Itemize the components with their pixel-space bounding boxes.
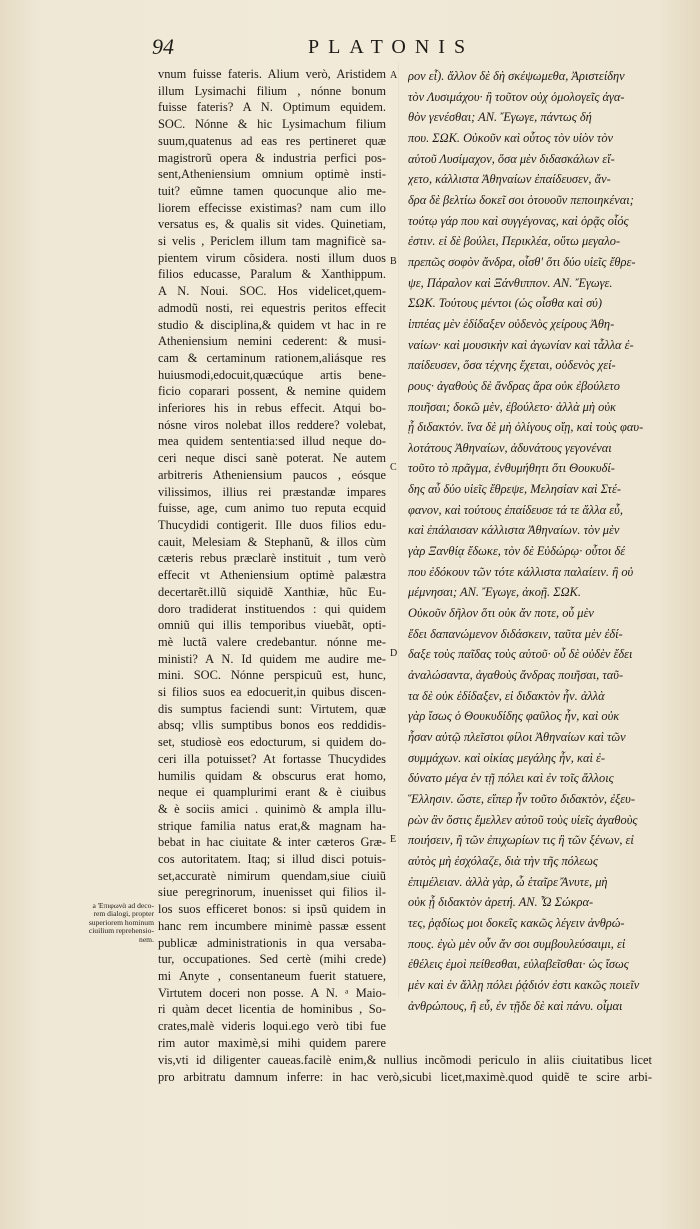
latin-text-line: cauit, Melesiam & Stephanũ, & illos cùm	[158, 534, 386, 549]
latin-text-line: set,accuratè nimirum quendam,siue ciuiũ	[158, 868, 386, 883]
latin-text-line: mè luctã valere credebantur. nónne me-	[158, 634, 386, 649]
latin-text-line: illum Lysimachi filium , nónne bonum	[158, 83, 386, 98]
footer-text-line: vis,vti id diligenter caueas.facilè enim,& nullius incõmodi periculo in aliis ciuitatibus licet	[158, 1053, 652, 1067]
latin-text-line: los suos efficeret bonos: si ipsũ quidem in	[158, 902, 386, 917]
latin-text-line: mini. SOC. Nónne perspicuũ est, hunc,	[158, 668, 386, 683]
latin-text-line: ri quàm decet licentia de hominibus , So-	[158, 1002, 386, 1017]
latin-text-line: nósne viros nolebat illos reddere? volebat,	[158, 417, 386, 432]
latin-text-line: cæteris rebus præclarè instituit , tum verò	[158, 551, 386, 566]
latin-text-line: si filios suos ea edocuerit,in quibus discen-	[158, 685, 386, 700]
sidenote-line: a Ἐπιφωνὰ ad deco-	[92, 901, 154, 910]
latin-text-line: pientem virum cõsidera. nosti illum duos	[158, 250, 386, 265]
latin-text-line: publicæ administrationis in qua versaba-	[158, 935, 386, 950]
greek-text-line: ἐστιν. εἰ δὲ βούλει, Περικλέα, οὕτω μεγαλο-	[408, 234, 621, 249]
greek-text-line: ἱππέας μὲν ἐδίδαξεν οὐδενὸς χείρους Ἀθη-	[408, 316, 615, 331]
latin-text-line: ministi? A N. Id quidem me audire me-	[158, 651, 386, 666]
latin-text-line: absq; vllis sumptibus bonos eos reddidis-	[158, 718, 386, 733]
greek-text-line: μὲν καὶ ἐν ἄλλῃ πόλει ῥᾴδιόν ἐστι κακῶς ποιεῖν	[408, 977, 640, 992]
greek-text-line: ἐθέλεις ἐμοὶ πείθεσθαι, εὐλαβεῖσθαι· ὡς ἴσως	[408, 957, 629, 972]
greek-text-line: ψε, Πάραλον καὶ Ξάνθιππον. ΑΝ. Ἔγωγε.	[408, 275, 613, 290]
latin-text-line: magistrorũ opera & industria perfici pos-	[158, 150, 386, 165]
greek-text-line: ποιήσειν, ἢ τῶν ἐπιχωρίων τις ἢ τῶν ξένων, εἰ	[408, 833, 634, 848]
latin-text-line: cam & certaminum rationem,aliásque res	[158, 350, 386, 365]
section-marker-b: B	[390, 255, 397, 267]
greek-text-line: ἐπιμέλειαν. ἀλλὰ γὰρ, ὦ ἑταῖρε Ἄνυτε, μὴ	[408, 874, 608, 889]
greek-text-line: οὐκ ᾖ διδακτὸν ἀρετή. ΑΝ. Ὦ Σώκρα-	[408, 895, 594, 910]
latin-text-line: hanc rem incumbere minimè passæ essent	[158, 918, 386, 933]
latin-text-line: rim autor maximè,si mihi quidem parere	[158, 1035, 386, 1050]
greek-text-line: πους. ἐγὼ μὲν οὖν ἄν σοι συμβουλεύσαιμι, εἰ	[408, 936, 626, 951]
greek-text-line: ρους· ἀγαθοὺς δὲ ἄνδρας ἄρα οὐκ ἐβούλετο	[408, 378, 620, 393]
section-marker-e: E	[390, 834, 397, 846]
greek-text-line: ἔδει δαπανώμενον διδάσκειν, ταῦτα μὲν ἐδί-	[408, 626, 623, 641]
latin-text-line: Virtutem doceri non posse. A N. ᵃ Maio-	[158, 985, 386, 1000]
marginal-note	[72, 902, 154, 944]
latin-text-line: doro tradiderat instituendos : qui quidem	[158, 601, 386, 616]
sidenote-line: ciuilium reprehensio-	[88, 926, 154, 936]
latin-text-line: inferiores his in rebus effecit. Atqui bo-	[158, 401, 386, 416]
latin-text-line: tur, occupationes. Sed certè (mihi crede)	[158, 952, 386, 967]
latin-text-line: ceri neque disci sanè poterat. Ne autem	[158, 451, 386, 466]
latin-text-line: fuisse fateris? A N. Optimum equidem.	[158, 100, 386, 115]
greek-text-line: τα δὲ οὐκ ἐδίδαξεν, εἰ διδακτὸν ἦν. ἀλλὰ	[408, 688, 605, 703]
sidenote-line: superiorem hominum	[88, 917, 154, 927]
latin-text-line: set, studiosè eos edocturum, si quidem do-	[158, 735, 386, 750]
greek-column	[408, 66, 652, 1016]
greek-text-line: ρον εἶ). ἄλλον δὲ δὴ σκέψωμεθα, Ἀριστείδην	[408, 69, 625, 83]
latin-text-line: si velis , Periclem illum tam magnificè sa-	[158, 234, 386, 249]
latin-text-line: vilissimos, illius rei præstandæ impares	[158, 484, 386, 499]
latin-text-line: sent,Atheniensium omnium optimè insti-	[158, 167, 386, 182]
latin-text-line: mea quidem sententia:sed illud neque do-	[158, 434, 386, 449]
greek-text-line: ΣΩΚ. Τούτους μέντοι (ὡς οἶσθα καὶ σύ)	[408, 296, 602, 311]
greek-text-line: παίδευσεν, ὅσα τέχνης ἔχεται, οὐδενὸς χεί-	[408, 358, 616, 373]
greek-text-line: δρα δὲ βελτίω δοκεῖ σοι ὁτουοῦν πεποιηκέναι;	[408, 192, 634, 207]
greek-text-line: τούτῳ γάρ που καὶ συγγέγονας, καὶ ὁρᾷς οἷός	[408, 213, 629, 228]
greek-text-line: γὰρ ἴσως ὁ Θουκυδίδης φαῦλος ἦν, καὶ οὐκ	[408, 709, 620, 724]
footer-text-line: pro arbitratu damnum inferre: in hac verò,sicubi licet,maximè.quod quidẽ te scire arbi-	[158, 1069, 652, 1084]
latin-text-line: mi Anyte , consentaneum fuerit statuere,	[158, 968, 386, 983]
latin-text-line: studio & disciplina,& quidem vt hac in re	[158, 317, 386, 332]
greek-text-line: πρεπῶς σοφὸν ἄνδρα, οἶσθ' ὅτι δύο υἱεῖς ἔθρε-	[408, 254, 636, 269]
section-marker-c: C	[390, 462, 397, 474]
latin-text-line: versatus es, & qualis sit vides. Quinetiam,	[158, 217, 386, 232]
latin-text-line: strique familia natus erat,& magnam ha-	[158, 818, 386, 833]
greek-text-line: αὑτοῦ Λυσίμαχον, ὅσα μὲν διδασκάλων εἴ-	[408, 151, 615, 166]
sidenote-line: rem dialogi, propter	[93, 909, 154, 919]
greek-text-line: αὐτὸς μὴ ἐσχόλαζε, διὰ τὴν τῆς πόλεως	[408, 853, 598, 868]
latin-text-line: Thucydidi contigerit. Ille duos filios edu-	[158, 517, 386, 532]
latin-text-line: suum,quatenus ad eas res pertineret quæ	[158, 133, 386, 148]
latin-text-line: huiusmodi,edocuit,quæcúque artis bene-	[158, 367, 386, 382]
column-divider	[398, 62, 399, 997]
greek-text-line: μέμνησαι; ΑΝ. Ἔγωγε, ἀκοῇ. ΣΩΚ.	[408, 585, 581, 600]
latin-column	[158, 66, 386, 1051]
greek-text-line: τες, ῥᾳδίως μοι δοκεῖς κακῶς λέγειν ἀνθρώ-	[408, 915, 625, 930]
greek-text-line: Ἕλλησιν. ὥστε, εἴπερ ἦν τοῦτο διδακτὸν, ἐξευ-	[408, 791, 635, 806]
latin-text-line: omniũ qui illis temporibus viuebãt, opti-	[158, 618, 386, 633]
latin-text-line: effecit vt Atheniensium optimè palæstra	[158, 568, 386, 583]
page-number: 94	[152, 34, 174, 59]
sidenote-line: nem.	[139, 934, 154, 944]
latin-text-line: SOC. Nónne & hic Lysimachum filium	[158, 117, 386, 132]
greek-text-line: που. ΣΩΚ. Οὐκοῦν καὶ οὗτος τὸν υἱὸν τὸν	[408, 130, 614, 145]
greek-text-line: ᾖ διδακτόν. ἵνα δὲ μὴ ὀλίγους οἴῃ, καὶ τοὺς φαυ-	[408, 420, 644, 435]
greek-text-line: δύνατο μέγα ἐν τῇ πόλει καὶ ἐν τοῖς ἄλλοις	[408, 771, 614, 786]
greek-text-line: δαξε τοὺς παῖδας τοὺς αὑτοῦ· οὗ δὲ οὐδὲν ἔδει	[408, 647, 633, 662]
greek-text-line: καὶ ἐπάλαισαν κάλλιστα Ἀθηναίων. τὸν μὲν	[408, 523, 620, 538]
latin-text-line: cos autoritatem. Itaq; si illud disci potuis-	[158, 852, 386, 867]
latin-text-line: filios educasse, Paralum & Xanthippum.	[158, 267, 386, 282]
section-marker-d: D	[390, 648, 398, 660]
latin-text-line: decertarẽt.illũ siquidẽ Xanthiæ, hũc Eu-	[158, 584, 386, 599]
latin-text-line: dis sumptus faciendi sunt: Virtutem, quæ	[158, 701, 386, 716]
latin-text-line: siue peregrinorum, inuenisset qui filios il-	[158, 885, 386, 900]
latin-text-line: ficio coparari possent, & nemine quidem	[158, 384, 386, 399]
latin-text-line: tuit? eũmne tamen quocunque alio me-	[158, 183, 386, 198]
latin-text-line: A N. Noui. SOC. Hos videlicet,quem-	[158, 284, 386, 299]
greek-text-line: ἦσαν αὐτῷ πλεῖστοι φίλοι Ἀθηναίων καὶ τῶν	[408, 730, 626, 744]
greek-text-line: δης αὖ δύο υἱεῖς ἔθρεψε, Μελησίαν καὶ Στέ-	[408, 482, 621, 497]
latin-text-line: admodũ nosti, rei equestris peritos effecit	[158, 300, 386, 315]
greek-text-line: θὸν γενέσθαι; ΑΝ. Ἔγωγε, πάντως δή	[408, 110, 592, 125]
footer-text	[158, 1052, 652, 1085]
greek-text-line: ἀνθρώπους, ἢ εὖ, ἐν τῇδε δὲ καὶ πάνυ. οἶμαι	[408, 998, 623, 1013]
greek-text-line: χετο, κάλλιστα Ἀθηναίων ἐπαίδευσεν, ἄν-	[408, 172, 611, 187]
greek-text-line: τοῦτο τὸ πρᾶγμα, ἐνθυμήθητι ὅτι Θουκυδί-	[408, 461, 615, 476]
greek-text-line: ἀναλώσαντα, ἀγαθοὺς ἄνδρας ποιῆσαι, ταῦ-	[408, 668, 624, 683]
latin-text-line: & è sociis amici . quinimò & ampla illu-	[158, 801, 386, 816]
running-head: PLATONIS	[308, 36, 475, 58]
latin-text-line: crates,malè videris loqui.ego verò tibi fue	[158, 1019, 386, 1034]
greek-text-line: που ἐδόκουν τῶν τότε κάλλιστα παλαίειν. ἢ οὐ	[408, 564, 634, 579]
latin-text-line: fuisse, age, cum animo tuo reputa ecquid	[158, 501, 386, 516]
latin-text-line: arbitreris Atheniensium paucos , eósque	[158, 467, 386, 482]
latin-text-line: bebat in hac ciuitate & inter cæteros Græ-	[158, 835, 386, 850]
greek-text-line: φανον, καὶ τούτους ἐπαίδευσε τά τε ἄλλα εὖ,	[408, 502, 623, 517]
latin-text-line: Atheniensium nemini cederent: & musi-	[158, 334, 386, 349]
latin-text-line: humilis quidam & obscurus erat homo,	[158, 768, 386, 783]
greek-text-line: τὸν Λυσιμάχου· ἢ τοῦτον οὐχ ὁμολογεῖς ἀγα-	[408, 89, 625, 104]
latin-text-line: neque ei quamplurimi erant & è ciuibus	[158, 785, 386, 800]
greek-text-line: ναίων· καὶ μουσικὴν καὶ ἀγωνίαν καὶ τἆλλα ἐ-	[408, 337, 634, 352]
latin-text-line: liorem effecisse existimas? nam cum illo	[158, 200, 386, 215]
greek-text-line: γὰρ Ξανθίᾳ ἔδωκε, τὸν δὲ Εὐδώρῳ· οὗτοι δέ	[408, 544, 626, 559]
greek-text-line: ποιῆσαι; δοκῶ μὲν, ἐβούλετο· ἀλλὰ μὴ οὐκ	[408, 399, 616, 414]
greek-text-line: Οὐκοῦν δῆλον ὅτι οὐκ ἄν ποτε, οὗ μὲν	[408, 606, 594, 621]
greek-text-line: συμμάχων. καὶ οἰκίας μεγάλης ἦν, καὶ ἐ-	[408, 750, 605, 765]
greek-text-line: λοτάτους Ἀθηναίων, ἀδυνάτους γεγονέναι	[408, 440, 612, 455]
latin-text-line: vnum fuisse fateris. Alium verò, Aristidem	[158, 67, 386, 81]
section-marker-a: A	[390, 70, 398, 81]
greek-text-line: ρὼν ἂν ὅστις ἔμελλεν αὐτοῦ τοὺς υἱεῖς ἀγαθοὺς	[408, 812, 638, 827]
latin-text-line: ceri illa potuisset? At fortasse Thucydides	[158, 751, 386, 766]
